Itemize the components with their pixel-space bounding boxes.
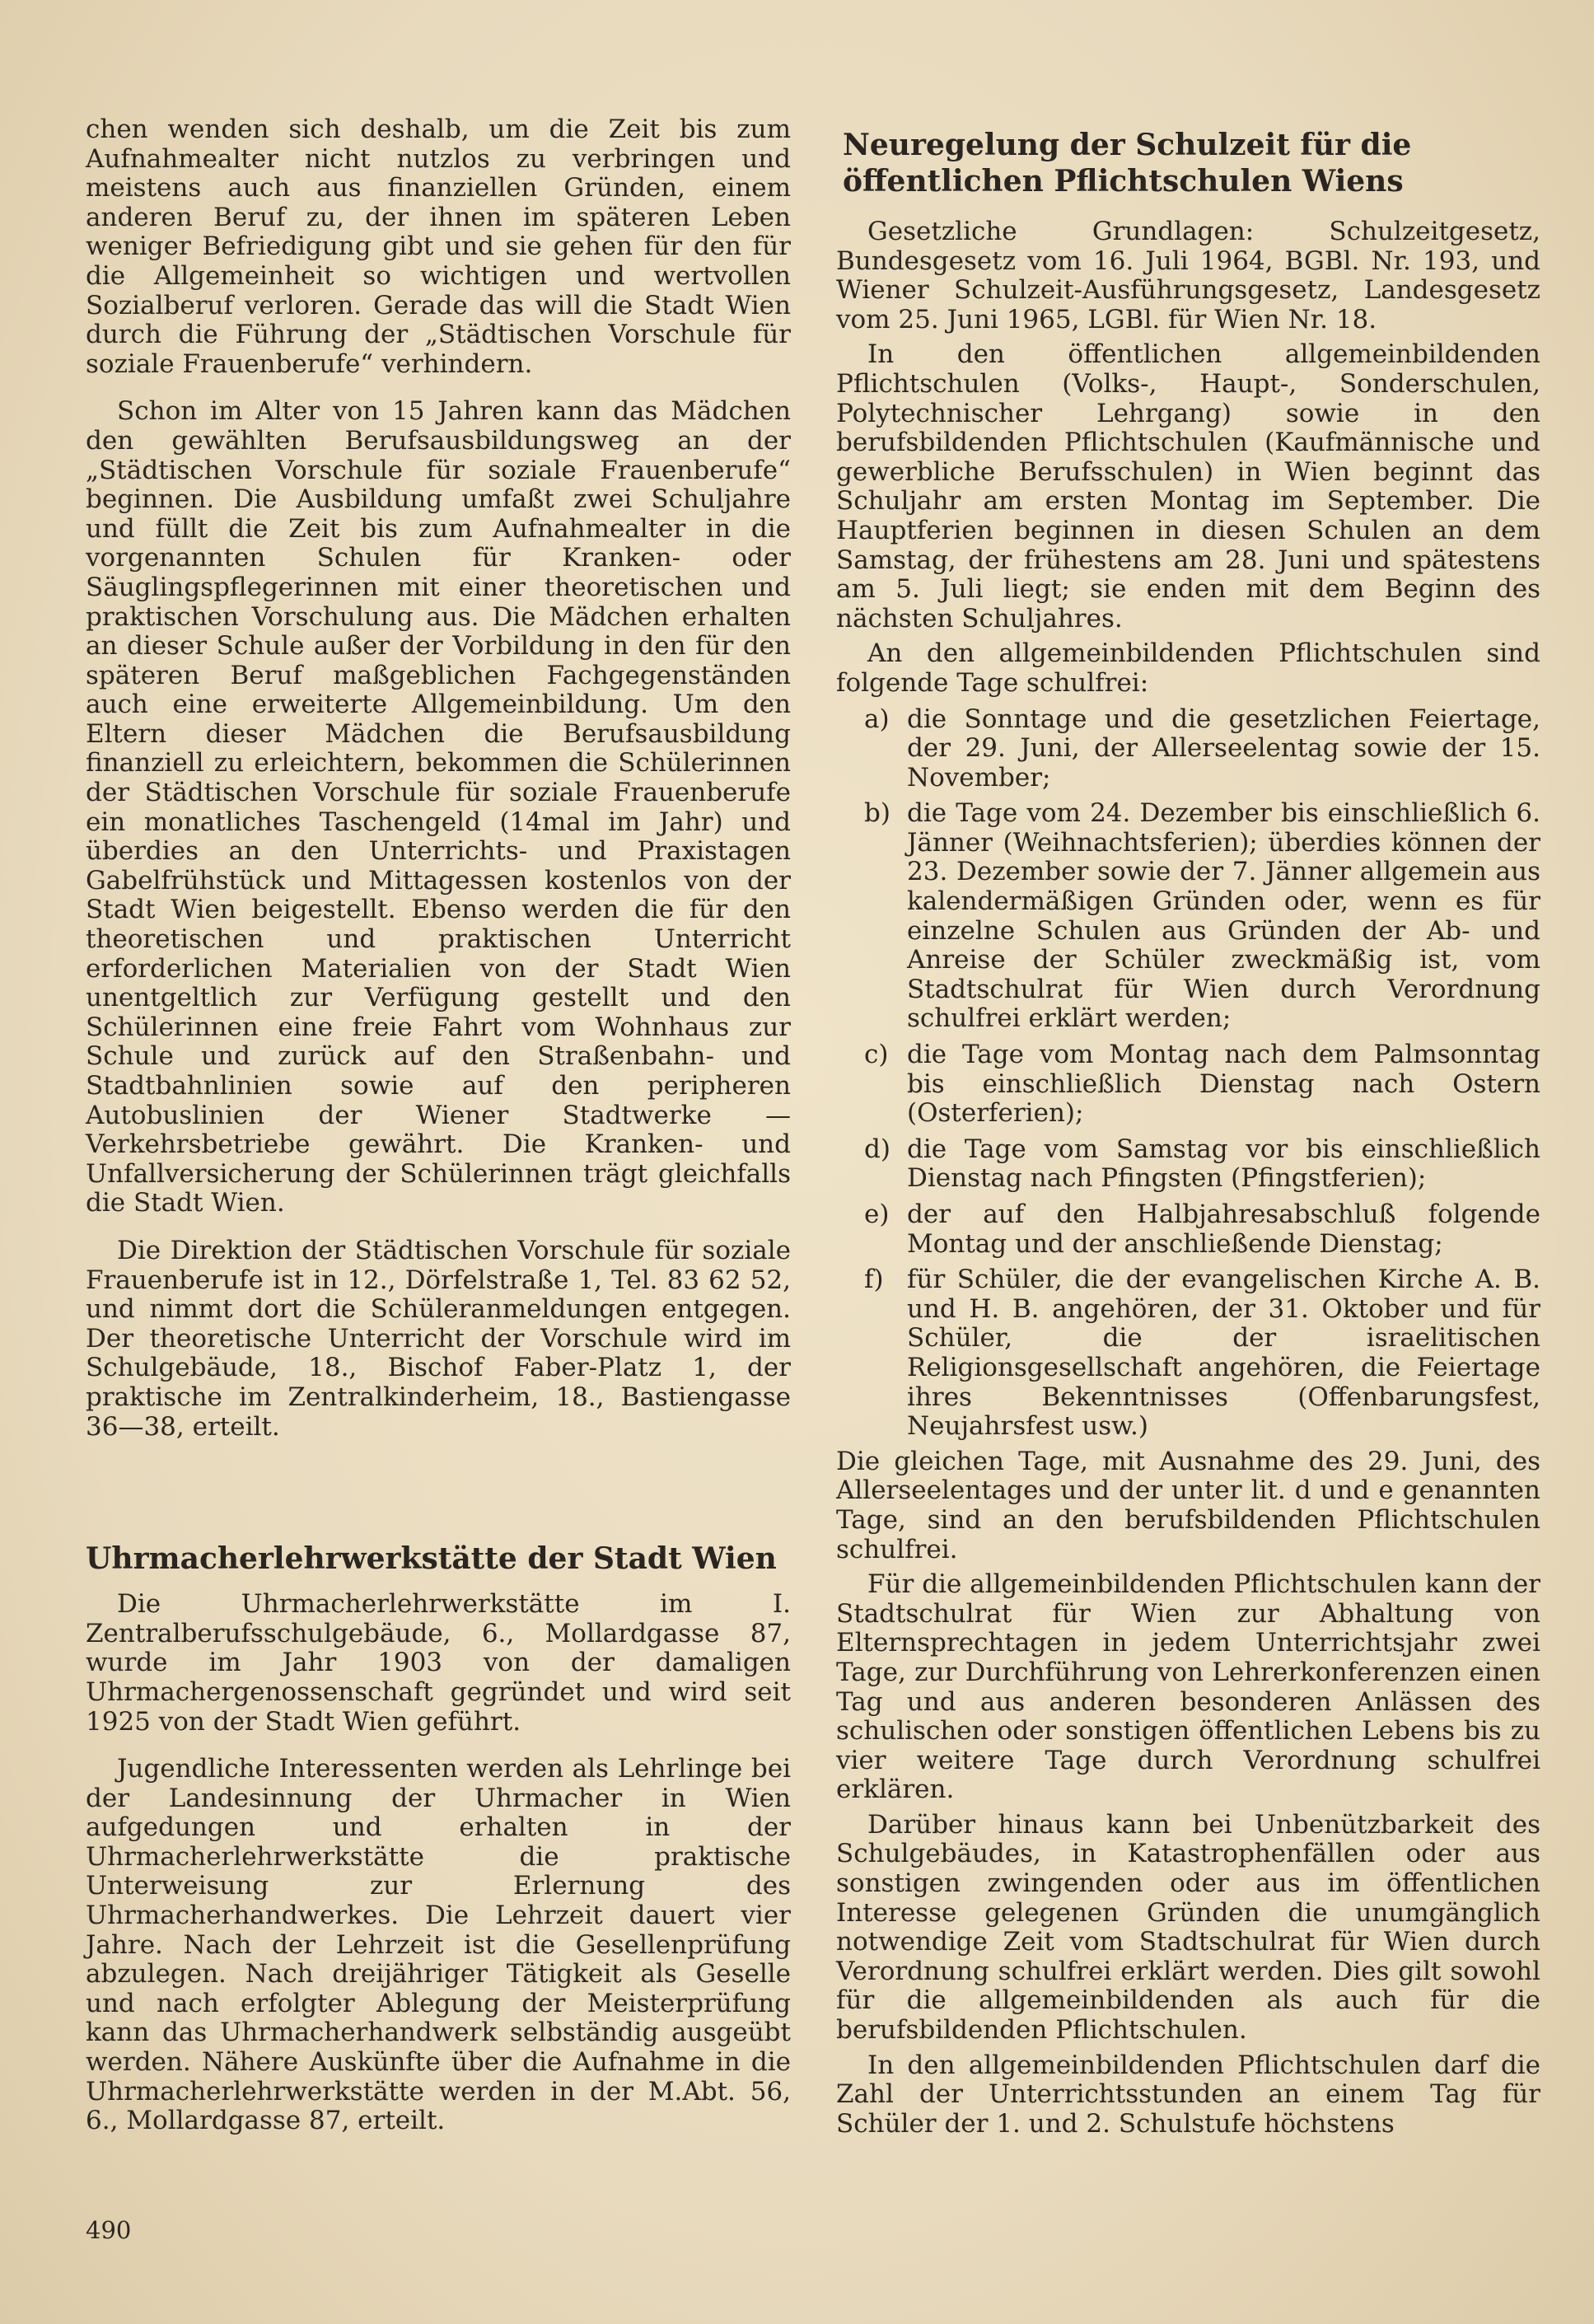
list-item-text: die Sonntage und die gesetzlichen Feiertage, der 29. Juni, der Allerseelentag sowie der 15. November; <box>907 704 1540 793</box>
list-marker: f) <box>864 1265 884 1295</box>
right-paragraph-2: In den öffentlichen allgemeinbildenden Pflichtschulen (Volks-, Haupt-, Sonderschulen, Polytechnischer Lehrgang) sowie in den berufsbildenden Pflichtschulen (Kaufmännische und gewerbliche Berufsschulen) in Wien beginnt das Schuljahr am ersten Montag im September. Die Hauptferien beginnen in diesen Schulen an dem Samstag, der frühestens am 28. Juni und spätestens am 5. Juli liegt; sie enden mit dem Beginn des nächsten Schuljahres. <box>836 339 1540 634</box>
list-marker: d) <box>864 1134 890 1164</box>
right-paragraph-5: Für die allgemeinbildenden Pflichtschulen kann der Stadtschulrat für Wien zur Abhaltung von Elternsprechtagen in jedem Unterrichtsjahr zwei Tage, zur Durchführung von Lehrerkonferenzen einen Tag und aus anderen besonderen Anlässen des schulischen oder sonstigen öffentlichen Lebens bis zu vier weitere Tage durch Verordnung schulfrei erklären. <box>836 1569 1540 1805</box>
page-number: 490 <box>86 2216 132 2244</box>
left-paragraph-1: chen wenden sich deshalb, um die Zeit bis zum Aufnahmealter nicht nutzlos zu verbringen und meistens auch aus finanziellen Gründen, einem anderen Beruf zu, der ihnen im späteren Leben weniger Befriedigung gibt und sie gehen für den für die Allgemeinheit so wichtigen und wertvollen Sozialberuf verloren. Gerade das will die Stadt Wien durch die Führung der „Städtischen Vorschule für soziale Frauenberufe“ verhindern. <box>86 115 791 379</box>
left-paragraph-2: Schon im Alter von 15 Jahren kann das Mädchen den gewählten Berufsausbildungsweg an der „Städtischen Vorschule für soziale Frauenberufe“ beginnen. Die Ausbildung umfaßt zwei Schuljahre und füllt die Zeit bis zum Aufnahmealter in die vorgenannten Schulen für Kranken- oder Säuglingspflegerinnen mit einer theoretischen und praktischen Vorschulung aus. Die Mädchen erhalten an dieser Schule außer der Vorbildung in den für den späteren Beruf maßgeblichen Fachgegenständen auch eine erweiterte Allgemeinbildung. Um den Eltern dieser Mädchen die Berufsausbildung finanziell zu erleichtern, bekommen die Schülerinnen der Städtischen Vorschule für soziale Frauenberufe ein monatliches Taschengeld (14mal im Jahr) und überdies an den Unterrichts- und Praxistagen Gabelfrühstück und Mittagessen kostenlos von der Stadt Wien beigestellt. Ebenso werden die für den theoretischen und praktischen Unterricht erforderlichen Materialien von der Stadt Wien unentgeltlich zur Verfügung gestellt und den Schülerinnen eine freie Fahrt vom Wohnhaus zur Schule und zurück auf den Straßenbahn- und Stadtbahnlinien sowie auf den peripheren Autobuslinien der Wiener Stadtwerke — Verkehrsbetriebe gewährt. Die Kranken- und Unfallversicherung der Schülerinnen trägt gleichfalls die Stadt Wien. <box>86 396 791 1218</box>
list-item <box>836 1135 1540 1194</box>
list-item <box>836 1265 1540 1442</box>
list-item <box>836 1040 1540 1129</box>
list-item <box>836 1200 1540 1259</box>
left-paragraph-3: Die Direktion der Städtischen Vorschule für soziale Frauenberufe ist in 12., Dörfelstraße 1, Tel. 83 62 52, und nimmt dort die Schüleranmeldungen entgegen. Der theoretische Unterricht der Vorschule wird im Schulgebäude, 18., Bischof Faber-Platz 1, der praktische im Zentralkinderheim, 18., Bastiengasse 36—38, erteilt. <box>86 1235 791 1442</box>
list-marker: b) <box>864 798 890 829</box>
right-paragraph-7: In den allgemeinbildenden Pflichtschulen darf die Zahl der Unterrichtsstunden an einem Tag für Schüler der 1. und 2. Schulstufe höchstens <box>836 2050 1540 2139</box>
right-paragraph-3: An den allgemeinbildenden Pflichtschulen sind folgende Tage schulfrei: <box>836 638 1540 698</box>
right-paragraph-1: Gesetzliche Grundlagen: Schulzeitgesetz, Bundesgesetz vom 16. Juli 1964, BGBl. Nr. 193, und Wiener Schulzeit-Ausführungsgesetz, Landesgesetz vom 25. Juni 1965, LGBl. für Wien Nr. 18. <box>836 217 1540 334</box>
left-column <box>86 115 791 2136</box>
list-item <box>836 705 1540 793</box>
section-heading-schulzeit: Neuregelung der Schulzeit für die öffentlichen Pflichtschulen Wiens <box>843 128 1412 199</box>
right-paragraph-6: Darüber hinaus kann bei Unbenützbarkeit des Schulgebäudes, in Katastrophenfällen oder aus sonstigen zwingenden oder aus im öffentlichen Interesse gelegenen Gründen die unumgänglich notwendige Zeit vom Stadtschulrat für Wien durch Verordnung schulfrei erklärt werden. Dies gilt sowohl für die allgemeinbildenden als auch für die berufsbildenden Pflichtschulen. <box>836 1809 1540 2046</box>
list-marker: a) <box>864 704 890 734</box>
list-item-text: der auf den Halbjahresabschluß folgende Montag und der anschließende Dienstag; <box>907 1199 1540 1259</box>
list-marker: e) <box>864 1199 890 1229</box>
list-item-text: die Tage vom 24. Dezember bis einschließlich 6. Jänner (Weihnachtsferien); überdies können der 23. Dezember sowie der 7. Jänner allgemein aus kalendermäßigen Gründen oder, wenn es für einzelne Schulen aus Gründen der Ab- und Anreise der Schüler zweckmäßig ist, vom Stadtschulrat für Wien durch Verordnung schulfrei erklärt werden; <box>907 798 1540 1034</box>
list-item <box>836 799 1540 1034</box>
list-item-text: die Tage vom Montag nach dem Palmsonntag bis einschließlich Dienstag nach Ostern (Osterferien); <box>907 1040 1540 1129</box>
schulfrei-list <box>836 705 1540 1442</box>
list-marker: c) <box>864 1040 889 1070</box>
left-paragraph-5: Jugendliche Interessenten werden als Lehrlinge bei der Landesinnung der Uhrmacher in Wien aufgedungen und erhalten in der Uhrmacherlehrwerkstätte die praktische Unterweisung zur Erlernung des Uhrmacherhandwerkes. Die Lehrzeit dauert vier Jahre. Nach der Lehrzeit ist die Gesellenprüfung abzulegen. Nach dreijähriger Tätigkeit als Geselle und nach erfolgter Ablegung der Meisterprüfung kann das Uhrmacherhandwerk selbständig ausgeübt werden. Nähere Auskünfte über die Aufnahme in die Uhrmacherlehrwerkstätte werden in der M.Abt. 56, 6., Mollardgasse 87, erteilt. <box>86 1754 791 2136</box>
right-column <box>836 115 1540 2139</box>
list-item-text: für Schüler, die der evangelischen Kirche A. B. und H. B. angehören, der 31. Oktober und für Schüler, die der israelitischen Religionsgesellschaft angehören, die Feiertage ihres Bekenntnisses (Offenbarungsfest, Neujahrsfest usw.) <box>907 1265 1540 1442</box>
list-item-text: die Tage vom Samstag vor bis einschließlich Dienstag nach Pfingsten (Pfingstferien); <box>907 1134 1540 1194</box>
right-paragraph-4: Die gleichen Tage, mit Ausnahme des 29. Juni, des Allerseelentages und der unter lit. d und e genannten Tage, sind an den berufsbildenden Pflichtschulen schulfrei. <box>836 1446 1540 1564</box>
section-heading-uhrmacher: Uhrmacherlehrwerkstätte der Stadt Wien <box>86 1541 777 1577</box>
left-paragraph-4: Die Uhrmacherlehrwerkstätte im I. Zentralberufsschulgebäude, 6., Mollardgasse 87, wurde im Jahr 1903 von der damaligen Uhrmachergenossenschaft gegründet und wird seit 1925 von der Stadt Wien geführt. <box>86 1589 791 1737</box>
